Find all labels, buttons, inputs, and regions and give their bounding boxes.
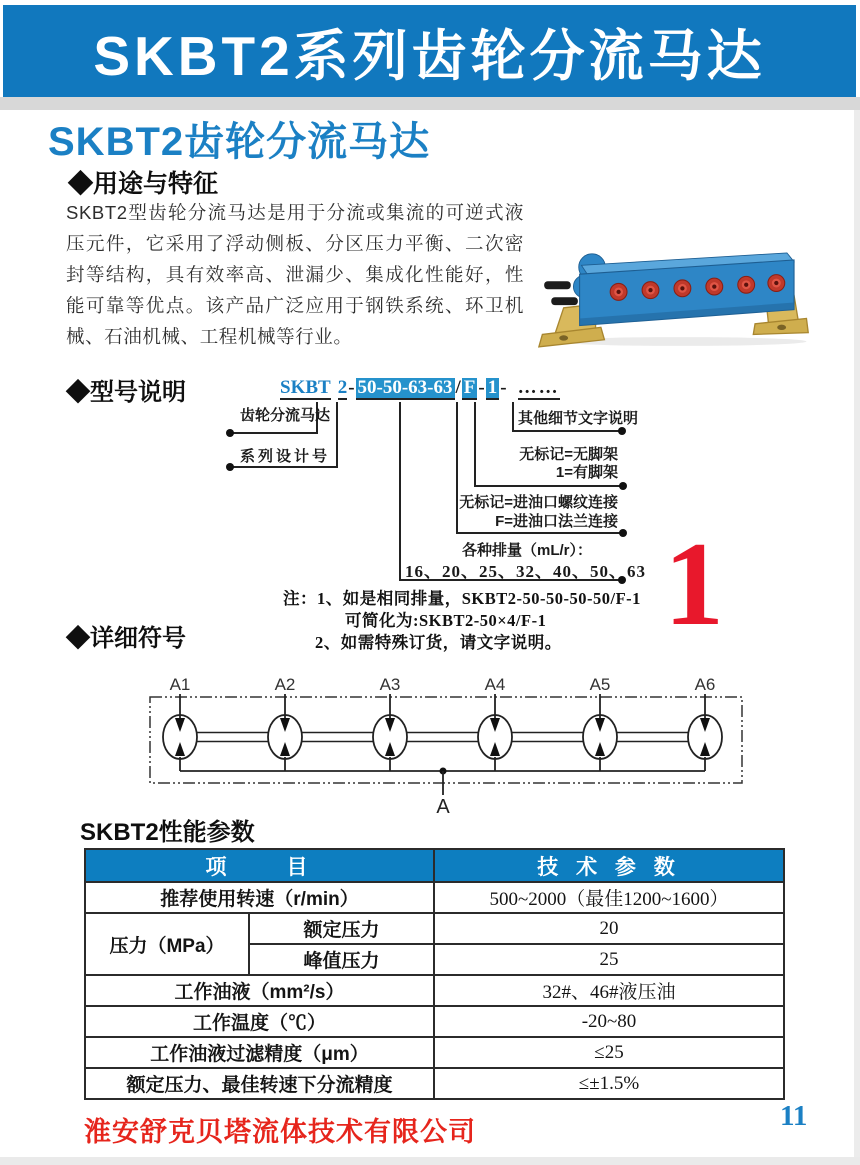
table-row: [85, 882, 784, 913]
port-label-a5: A5: [589, 675, 611, 694]
table-row: [85, 1068, 784, 1099]
model-note-1b: 可简化为:SKBT2-50×4/F-1: [345, 611, 547, 630]
row-temp-value: -20~80: [434, 1006, 784, 1037]
row-temp-label: 工作温度（℃）: [85, 1006, 434, 1037]
code-prefix: SKBT: [280, 377, 331, 398]
row-accuracy-value: ≤±1.5%: [434, 1068, 784, 1099]
row-rated-label: 额定压力: [249, 913, 434, 944]
port-label-a3: A3: [379, 675, 401, 694]
label-foot-2: 1=有脚架: [555, 464, 618, 481]
label-conn-1: 无标记=进油口螺纹连接: [459, 494, 618, 511]
port-label-a1: A1: [169, 675, 191, 694]
label-foot-1: 无标记=无脚架: [519, 446, 618, 463]
product-image: [530, 227, 810, 355]
table-row: [85, 1006, 784, 1037]
table-row: [85, 913, 784, 944]
port-label-a4: A4: [484, 675, 506, 694]
features-heading: ◆用途与特征: [68, 170, 219, 198]
footer-company-name: 淮安舒克贝塔流体技术有限公司: [84, 1117, 476, 1147]
page-title: SKBT2齿轮分流马达: [48, 120, 431, 164]
header-value: 技 术 参 数: [434, 849, 784, 882]
label-other-details: 其他细节文字说明: [518, 410, 639, 427]
label-gear-motor: 齿轮分流马达: [240, 407, 331, 424]
banner-underline-strip: [0, 97, 860, 110]
performance-table: [84, 848, 785, 1100]
code-slash: /: [455, 377, 461, 398]
code-dash2: -: [478, 377, 485, 398]
code-series: 2: [337, 377, 348, 398]
row-oil-value: 32#、46#液压油: [434, 975, 784, 1006]
big-red-numeral: 1: [664, 517, 724, 650]
label-displacement-title: 各种排量（mL/r）：: [462, 542, 593, 559]
symbol-heading: ◆详细符号: [66, 625, 186, 652]
code-dots: ……: [517, 377, 560, 398]
code-dash1: -: [348, 377, 355, 398]
label-displacement-values: 16、20、25、32、40、50、63: [405, 562, 646, 581]
page-bottom-edge: [0, 1157, 860, 1165]
row-filter-label: 工作油液过滤精度（μm）: [85, 1037, 434, 1068]
row-speed-value: 500~2000（最佳1200~1600）: [434, 882, 784, 913]
row-peak-value: 25: [434, 944, 784, 975]
float-spacer: [809, 197, 810, 227]
page-number: 11: [780, 1100, 808, 1132]
features-paragraph: SKBT2型齿轮分流马达是用于分流或集流的可逆式液压元件，它采用了浮动侧板、分区压力平衡、二次密封等结构，具有效率高、泄漏少、集成化性能好，性能可靠等优点。该产品广泛应用于钢铁系统、环卫机械、石油机械、工程机械等行业。: [66, 202, 524, 347]
gear-motor-illustration: [530, 227, 810, 355]
table-row: [85, 1037, 784, 1068]
label-series-design: 系列设计号: [240, 448, 331, 465]
port-label-a6: A6: [694, 675, 716, 694]
row-rated-value: 20: [434, 913, 784, 944]
row-pressure-group: 压力（MPa）: [85, 913, 249, 975]
model-note-1: 注：1、如是相同排量，SKBT2-50-50-50-50/F-1: [283, 589, 641, 608]
row-filter-value: ≤25: [434, 1037, 784, 1068]
port-label-a2: A2: [274, 675, 296, 694]
model-note-2: 2、如需特殊订货，请文字说明。: [315, 633, 562, 652]
code-displacement: 50-50-63-63: [357, 377, 453, 398]
banner-title: SKBT2系列齿轮分流马达: [93, 24, 766, 87]
table-header-row: [85, 849, 784, 882]
row-peak-label: 峰值压力: [249, 944, 434, 975]
label-conn-2: F=进油口法兰连接: [495, 513, 618, 530]
top-banner: [3, 5, 856, 97]
table-row: [85, 975, 784, 1006]
hydraulic-schematic: [140, 668, 755, 816]
row-oil-label: 工作油液（mm²/s）: [85, 975, 434, 1006]
row-speed-label: 推荐使用转速（r/min）: [85, 882, 434, 913]
row-accuracy-label: 额定压力、最佳转速下分流精度: [85, 1068, 434, 1099]
table-heading: SKBT2性能参数: [80, 819, 255, 846]
inlet-label: A: [436, 796, 450, 816]
header-item: 项 目: [85, 849, 434, 882]
code-flange: F: [463, 377, 476, 398]
code-foot: 1: [487, 377, 498, 398]
features-paragraph-block: [66, 197, 810, 355]
model-heading: ◆型号说明: [66, 379, 186, 406]
page-right-edge: [854, 110, 860, 1165]
code-dash3: -: [500, 377, 507, 398]
